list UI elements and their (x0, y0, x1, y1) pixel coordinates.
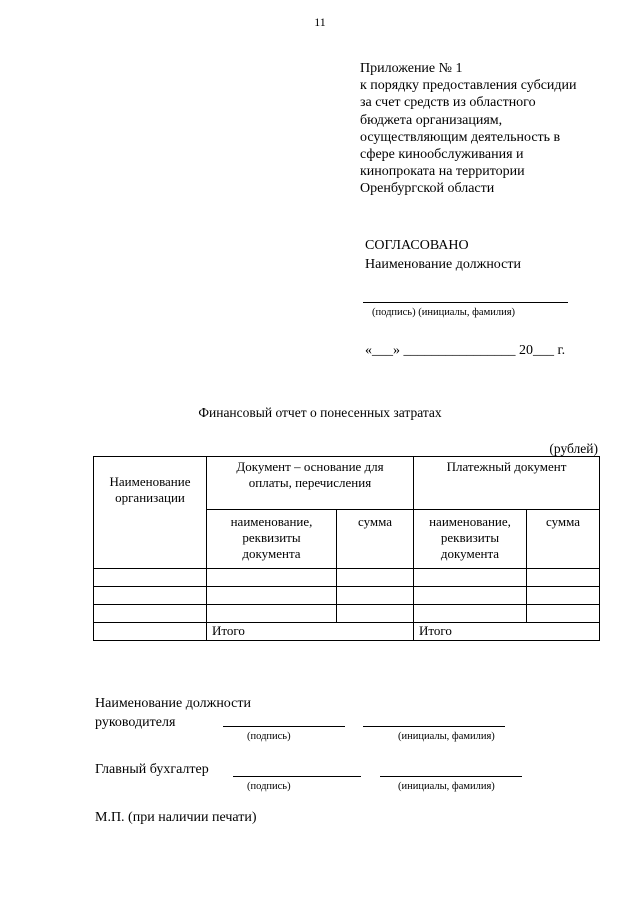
page-number: 11 (314, 15, 326, 29)
approval-position: Наименование должности (365, 257, 521, 272)
header-payment-document: Платежный документ (414, 457, 600, 510)
appendix-line: кинопроката на территории (360, 164, 525, 180)
subheader-basis-sum: сумма (337, 510, 414, 569)
subheader-payment-sum: сумма (527, 510, 600, 569)
total-row (94, 623, 600, 641)
financial-report-table (93, 456, 600, 641)
header-organization: Наименование организации (94, 457, 207, 569)
table-row (94, 569, 600, 587)
subheader-payment-name: наименование, реквизиты документа (414, 510, 527, 569)
report-title: Финансовый отчет о понесенных затратах (198, 405, 442, 420)
appendix-line: к порядку предоставления субсидии (360, 78, 577, 94)
accountant-name-line (380, 776, 522, 777)
appendix-line: Оренбургской области (360, 181, 495, 197)
currency-unit: (рублей) (549, 441, 598, 456)
approval-date-line: «___» ________________ 20___ г. (365, 343, 566, 358)
appendix-line: сфере кинообслуживания и (360, 147, 524, 163)
approval-signature-caption: (подпись) (инициалы, фамилия) (372, 307, 516, 318)
appendix-line: Приложение № 1 (360, 61, 463, 76)
subheader-basis-name: наименование, реквизиты документа (207, 510, 337, 569)
approval-signature-line (363, 302, 568, 303)
head-position-label: Наименование должности руководителя (95, 696, 251, 730)
head-signature-caption: (подпись) (247, 731, 291, 742)
head-name-line (363, 726, 505, 727)
total-payment: Итого (414, 623, 600, 641)
accountant-signature-line (233, 776, 361, 777)
appendix-line: бюджета организациям, (360, 112, 503, 128)
appendix-header (360, 60, 577, 198)
table-row (94, 587, 600, 605)
appendix-line: осуществляющим деятельность в (360, 129, 561, 145)
approval-block (365, 236, 521, 274)
appendix-line: за счет средств из областного (360, 95, 536, 111)
total-basis: Итого (207, 623, 414, 641)
head-signature-line (223, 726, 345, 727)
head-name-caption: (инициалы, фамилия) (398, 731, 495, 742)
accountant-name-caption: (инициалы, фамилия) (398, 781, 495, 792)
table-row (94, 605, 600, 623)
header-basis-document: Документ – основание для оплаты, перечисления (207, 457, 414, 510)
accountant-label: Главный бухгалтер (95, 762, 209, 777)
accountant-signature-caption: (подпись) (247, 781, 291, 792)
approval-title: СОГЛАСОВАНО (365, 238, 469, 253)
stamp-note: М.П. (при наличии печати) (95, 810, 257, 825)
